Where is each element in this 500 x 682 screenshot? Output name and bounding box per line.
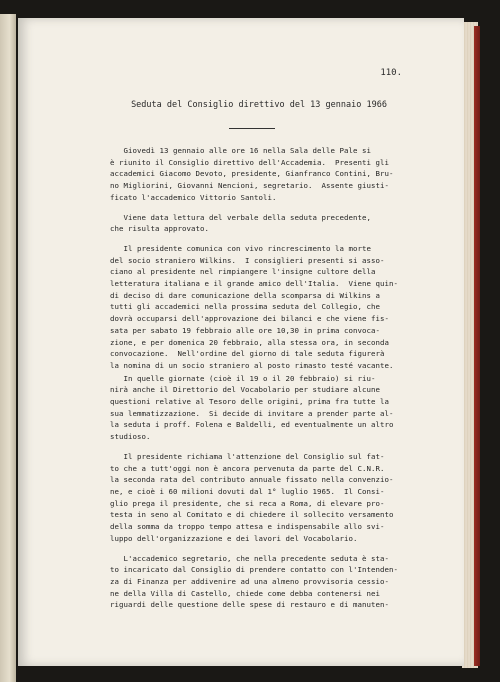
title-underline [229, 128, 275, 129]
page-number: 110. [380, 68, 402, 78]
document-page [18, 18, 464, 666]
paragraph-villa-castello: L'accademico segretario, che nella precedente seduta è sta- to incaricato dal Consiglio di prendere contatto con l'Intenden- za di Finanza per addivenire ad una almeno provvisoria cessio- ne della Villa di Castello, chiede come debba contenersi nei riguardi delle questione delle spese di restauro e di manuten- [110, 553, 398, 610]
paragraph-vocabolario: In quelle giornate (cioè il 19 o il 20 febbraio) si riu- nirà anche il Direttorio del Vocabolario per studiare alcune questioni relative al Tesoro delle origini, prima fra tutte la sua lemmatizzazione. Si decide di invitare a prender parte al- la seduta i proff. Folena e Baldelli, ed eventualmente un altro studioso. [110, 373, 394, 442]
paragraph-minutes-approval: Viene data lettura del verbale della seduta precedente, che risulta approvato. [110, 212, 371, 234]
paragraph-wilkins: Il presidente comunica con vivo rincrescimento la morte del socio straniero Wilkins. I consiglieri presenti si asso- ciano al presidente nel rimpiangere l'insigne cultore della letteratura italiana e il grande amico dell'Italia. Viene quin- di deciso di dare comunicazione della scomparsa di Wilkins a tutti gli accademici nella prossima seduta del Collegio, che dovrà occuparsi dell'approvazione dei bilanci e che viene fis- sata per sabato 19 febbraio alle ore 10,30 in prima convoca- zione, e per domenica 20 febbraio, alla stessa ora, in seconda convocazione. Nell'ordine del giorno di tale seduta figurerà la nomina di un socio straniero al posto rimasto testé vacante. [110, 243, 398, 370]
document-body [110, 145, 426, 619]
paragraph-cnr-contribution: Il presidente richiama l'attenzione del Consiglio sul fat- to che a tutt'oggi non è ancora pervenuta da parte del C.N.R. la seconda rata del contributo annuale fissato nella convenzio- ne, e cioè i 60 milioni dovuti dal 1° luglio 1965. Il Consi- glio prega il presidente, che si reca a Roma, di elevare pro- testa in seno al Comitato e di chiedere il sollecito versamento della somma da troppo tempo attesa e indispensabile allo svi- luppo dell'organizzazione e dei lavori del Vocabolario. [110, 451, 394, 543]
book-cover-edge [474, 26, 480, 666]
left-page-edge [0, 14, 16, 682]
document-title: Seduta del Consiglio direttivo del 13 gennaio 1966 [131, 100, 387, 110]
paragraph-attendance: Giovedì 13 gennaio alle ore 16 nella Sala delle Pale si è riunito il Consiglio direttivo dell'Accademia. Presenti gli accademici Giacomo Devoto, presidente, Gianfranco Contini, Bru- no Migliorini, Giovanni Nencioni, segretario. Assente giusti- ficato l'accademico Vittorio Santoli. [110, 146, 394, 202]
